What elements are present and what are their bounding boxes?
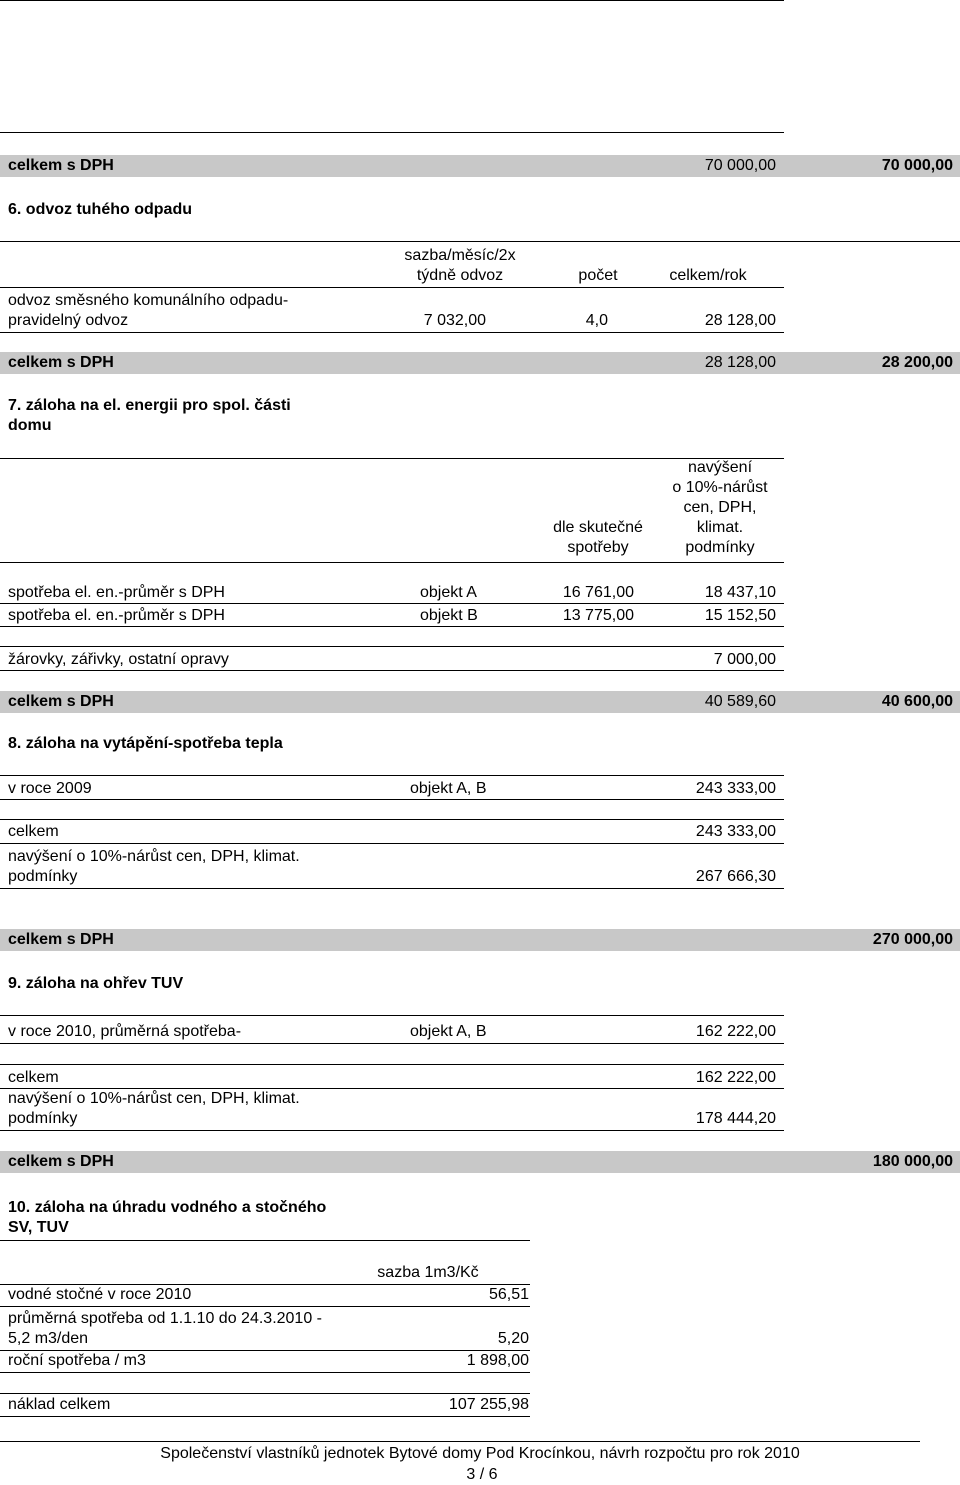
section-rule: [0, 775, 784, 776]
total-label: celkem s DPH: [8, 354, 114, 371]
row-rule: [0, 799, 784, 800]
footer-text: Společenství vlastníků jednotek Bytové domy Pod Krocínkou, návrh rozpočtu pro rok 2010: [160, 1445, 800, 1462]
total-value: 28 128,00: [704, 354, 776, 371]
page-number: 3 / 6: [466, 1466, 498, 1483]
row-value: 1 898,00: [466, 1352, 529, 1369]
total-rounded: 28 200,00: [881, 354, 953, 371]
row-object: objekt A: [420, 584, 477, 601]
row-object: objekt A, B: [410, 780, 487, 797]
total-rounded: 270 000,00: [872, 931, 953, 948]
row-value: 5,20: [497, 1330, 529, 1347]
section-heading: 10. záloha na úhradu vodného a stočného SV, TUV: [8, 1199, 327, 1236]
row-rule: [0, 332, 784, 333]
cost-label: náklad celkem: [8, 1396, 111, 1413]
section-rule: [0, 241, 960, 242]
footer-rule: [0, 1441, 920, 1442]
sum-label: celkem: [8, 823, 59, 840]
increase-label: navýšení o 10%-nárůst cen, DPH, klimat. podmínky: [8, 848, 300, 885]
row-object: objekt B: [420, 607, 478, 624]
top-rule: [0, 0, 784, 1]
column-header-rate: sazba 1m3/Kč: [377, 1264, 479, 1281]
sum-value: 243 333,00: [695, 823, 776, 840]
row-count: 4,0: [585, 312, 608, 329]
increase-label: navýšení o 10%-nárůst cen, DPH, klimat. podmínky: [8, 1090, 300, 1127]
section-heading: 7. záloha na el. energii pro spol. části domu: [8, 397, 291, 434]
row-label: vodné stočné v roce 2010: [8, 1286, 192, 1303]
increase-value: 267 666,30: [695, 868, 776, 885]
total-label: celkem s DPH: [8, 931, 114, 948]
row-rule: [0, 1393, 530, 1394]
sum-value: 162 222,00: [695, 1069, 776, 1086]
row-object: objekt A, B: [410, 1023, 487, 1040]
row-rule: [0, 843, 784, 844]
row-rule: [0, 1130, 784, 1131]
row-total: 28 128,00: [704, 312, 776, 329]
row-rule: [0, 1416, 530, 1417]
section-rule: [0, 132, 784, 133]
section-heading: 6. odvoz tuhého odpadu: [8, 201, 192, 218]
row-label: spotřeba el. en.-průměr s DPH: [8, 584, 225, 601]
cost-value: 107 255,98: [448, 1396, 529, 1413]
bulbs-value: 7 000,00: [713, 651, 776, 668]
header-rule: [0, 287, 784, 288]
row-label: roční spotřeba / m3: [8, 1352, 146, 1369]
row-label: v roce 2009: [8, 780, 92, 797]
column-header-rate: sazba/měsíc/2x týdně odvoz: [404, 247, 516, 284]
increase-value: 178 444,20: [695, 1110, 776, 1127]
section-rule: [0, 1015, 784, 1016]
row-label: spotřeba el. en.-průměr s DPH: [8, 607, 225, 624]
row-increase: 15 152,50: [704, 607, 776, 624]
row-rule: [0, 1043, 784, 1044]
total-value: 70 000,00: [704, 157, 776, 174]
column-header-increase: navýšení o 10%-nárůst cen, DPH, klimat. podmínky: [672, 459, 768, 556]
row-rule: [0, 646, 784, 647]
total-rounded: 40 600,00: [881, 693, 953, 710]
total-label: celkem s DPH: [8, 1153, 114, 1170]
total-label: celkem s DPH: [8, 693, 114, 710]
bulbs-label: žárovky, zářivky, ostatní opravy: [8, 651, 229, 668]
row-label: průměrná spotřeba od 1.1.10 do 24.3.2010 - 5,2 m3/den: [8, 1310, 322, 1347]
section-heading: 9. záloha na ohřev TUV: [8, 975, 184, 992]
total-label: celkem s DPH: [8, 157, 114, 174]
section-heading: 8. záloha na vytápění-spotřeba tepla: [8, 735, 283, 752]
total-rounded: 180 000,00: [872, 1153, 953, 1170]
total-rounded: 70 000,00: [881, 157, 953, 174]
column-header-total: celkem/rok: [669, 267, 747, 284]
sum-label: celkem: [8, 1069, 59, 1086]
row-rate: 7 032,00: [423, 312, 486, 329]
row-rule: [0, 603, 784, 604]
section-rule: [0, 1240, 530, 1241]
total-value: 40 589,60: [704, 693, 776, 710]
row-rule: [0, 1372, 530, 1373]
row-rule: [0, 626, 784, 627]
row-rule: [0, 888, 784, 889]
row-actual: 13 775,00: [562, 607, 634, 624]
column-header-count: počet: [578, 267, 618, 284]
row-value: 243 333,00: [695, 780, 776, 797]
row-label: v roce 2010, průměrná spotřeba-: [8, 1023, 242, 1040]
column-header-actual: dle skutečné spotřeby: [553, 519, 643, 556]
row-value: 56,51: [488, 1286, 529, 1303]
row-rule: [0, 670, 784, 671]
header-rule: [0, 562, 784, 563]
row-label: odvoz směsného komunálního odpadu- pravidelný odvoz: [8, 292, 289, 329]
row-rule: [0, 1306, 530, 1307]
row-rule: [0, 1064, 784, 1065]
row-increase: 18 437,10: [704, 584, 776, 601]
row-value: 162 222,00: [695, 1023, 776, 1040]
row-rule: [0, 819, 784, 820]
row-actual: 16 761,00: [562, 584, 634, 601]
